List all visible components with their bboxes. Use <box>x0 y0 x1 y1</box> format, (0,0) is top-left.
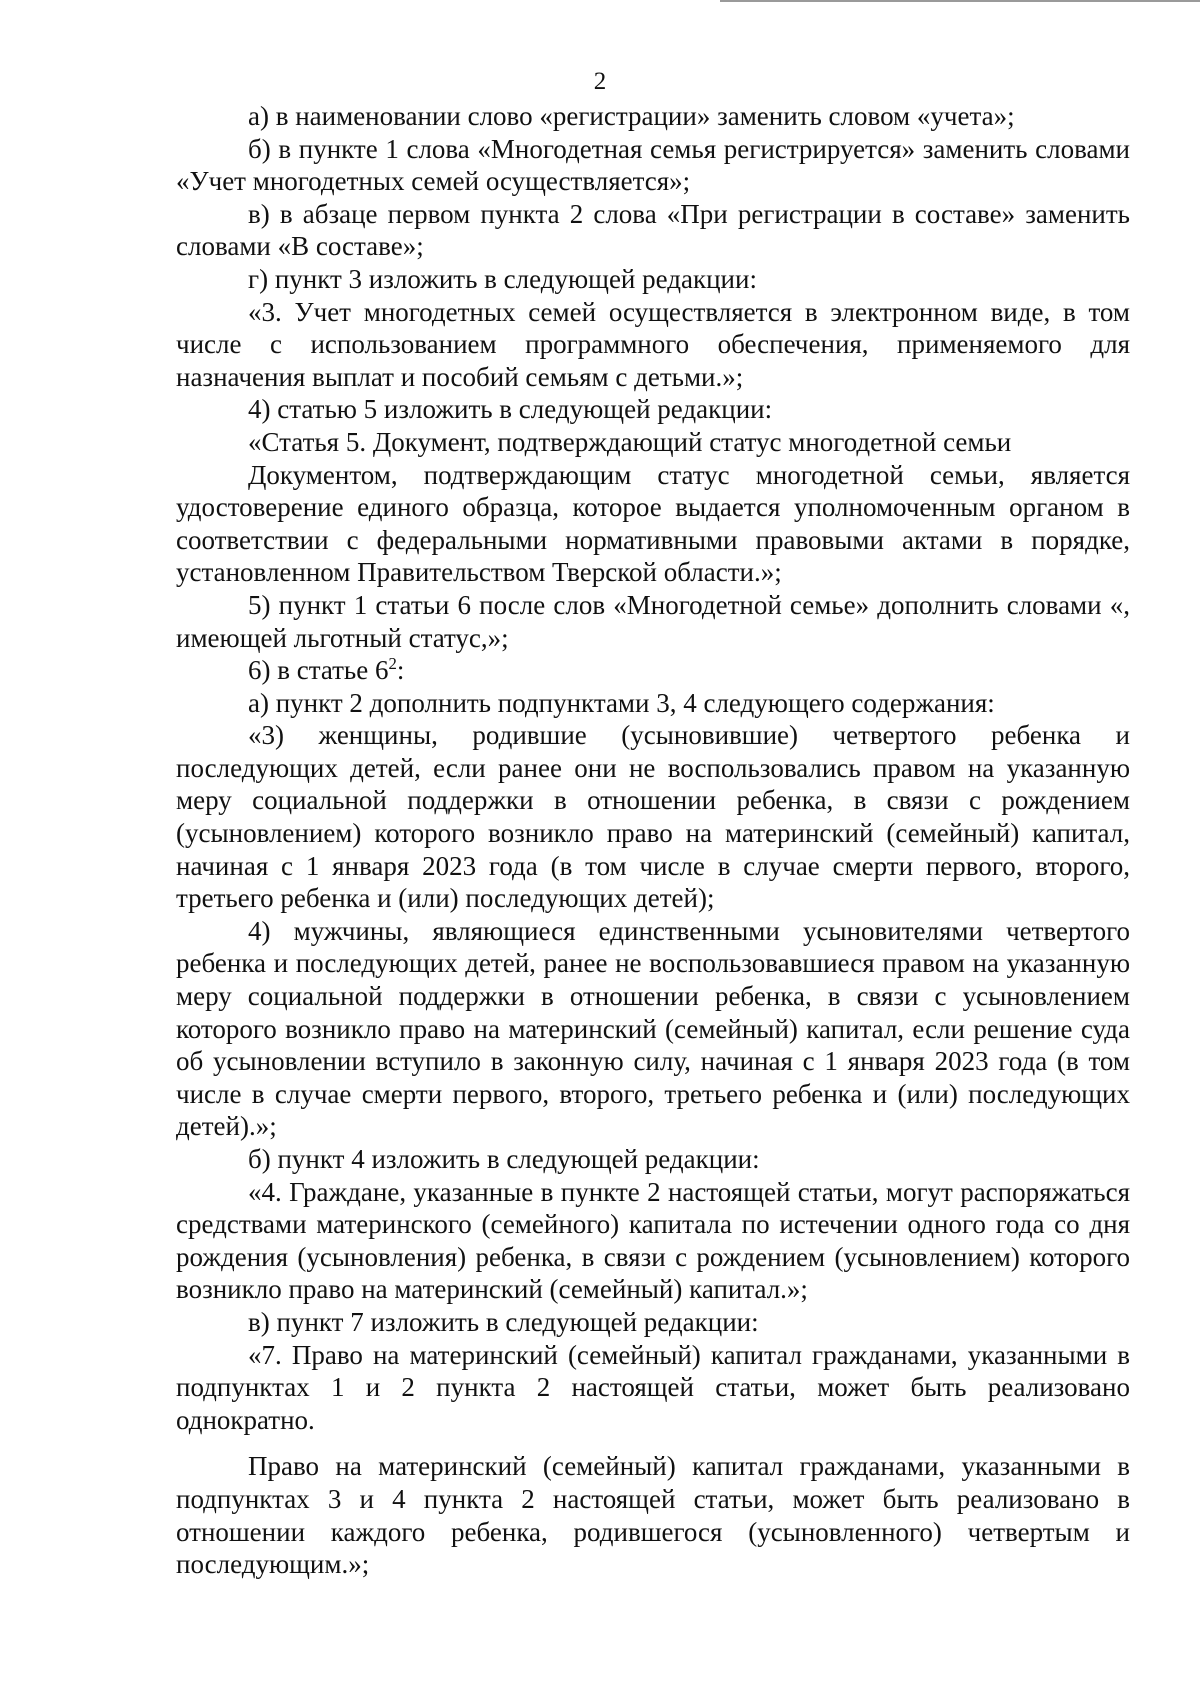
paragraph: «3. Учет многодетных семей осуществляется в электронном виде, в том числе с использованием программного обеспечения, применяемого для назначения выплат и пособий семьям с детьми.»; <box>176 296 1130 392</box>
paragraph: «4. Граждане, указанные в пункте 2 настоящей статьи, могут распоряжаться средствами материнского (семейного) капитала по истечении одного года со дня рождения (усыновления) ребенка, в связи с рождением (усыновлением) которого возникло право на материнский (семейный) капитал.»; <box>176 1176 1130 1305</box>
paragraph: а) в наименовании слово «регистрации» заменить словом «учета»; <box>248 101 1015 131</box>
paragraph: б) пункт 4 изложить в следующей редакции: <box>248 1144 760 1174</box>
paragraph: «7. Право на материнский (семейный) капитал гражданами, указанными в подпунктах 1 и 2 пункта 2 настоящей статьи, может быть реализовано однократно. <box>176 1339 1130 1435</box>
paragraph: г) пункт 3 изложить в следующей редакции: <box>248 263 757 294</box>
scan-edge-line <box>720 0 1200 2</box>
paragraph: Документом, подтверждающим статус многодетной семьи, является удостоверение единого образца, которое выдается уполномоченным органом в соответствии с федеральными нормативными правовыми актами в порядке, установленном Правительством Тверской области.»; <box>176 459 1130 588</box>
paragraph-article-reference <box>176 654 1130 687</box>
paragraph: 4) мужчины, являющиеся единственными усыновителями четвертого ребенка и последующих детей, ранее не воспользовавшиеся правом на указанную меру социальной поддержки в отношении ребенка, в связи с усыновлением которого возникло право на материнский (семейный) капитал, если решение суда об усыновлении вступило в законную силу, начиная с 1 января 2023 года (в том числе в случае смерти первого, второго, третьего ребенка и (или) последующих детей).»; <box>176 915 1130 1142</box>
article-heading: «Статья 5. Документ, подтверждающий статус многодетной семьи <box>248 426 1012 457</box>
article-superscript: 2 <box>388 654 397 674</box>
article-reference-text: 6) в статье 6 <box>248 655 389 686</box>
paragraph: в) пункт 7 изложить в следующей редакции: <box>248 1306 759 1337</box>
document-body <box>176 100 1130 1581</box>
paragraph: в) в абзаце первом пункта 2 слова «При регистрации в составе» заменить словами «В составе»; <box>176 198 1130 262</box>
paragraph: а) пункт 2 дополнить подпунктами 3, 4 следующего содержания: <box>248 687 995 718</box>
paragraph: б) в пункте 1 слова «Многодетная семья регистрируется» заменить словами «Учет многодетных семей осуществляется»; <box>176 133 1130 197</box>
paragraph: Право на материнский (семейный) капитал гражданами, указанными в подпунктах 3 и 4 пункта 2 настоящей статьи, может быть реализовано в отношении каждого ребенка, родившегося (усыновленного) четвертым и последующим.»; <box>176 1451 1130 1580</box>
page-number: 2 <box>593 68 607 95</box>
paragraph: «3) женщины, родившие (усыновившие) четвертого ребенка и последующих детей, если ранее они не воспользовались правом на указанную меру социальной поддержки в отношении ребенка, в связи с рождением (усыновлением) которого возникло право на материнский (семейный) капитал, начиная с 1 января 2023 года (в том числе в случае смерти первого, второго, третьего ребенка и (или) последующих детей); <box>176 720 1130 914</box>
paragraph: 4) статью 5 изложить в следующей редакции: <box>248 394 773 425</box>
article-reference-suffix: : <box>396 655 405 686</box>
paragraph: 5) пункт 1 статьи 6 после слов «Многодетной семье» дополнить словами «, имеющей льготный статус,»; <box>176 589 1130 653</box>
